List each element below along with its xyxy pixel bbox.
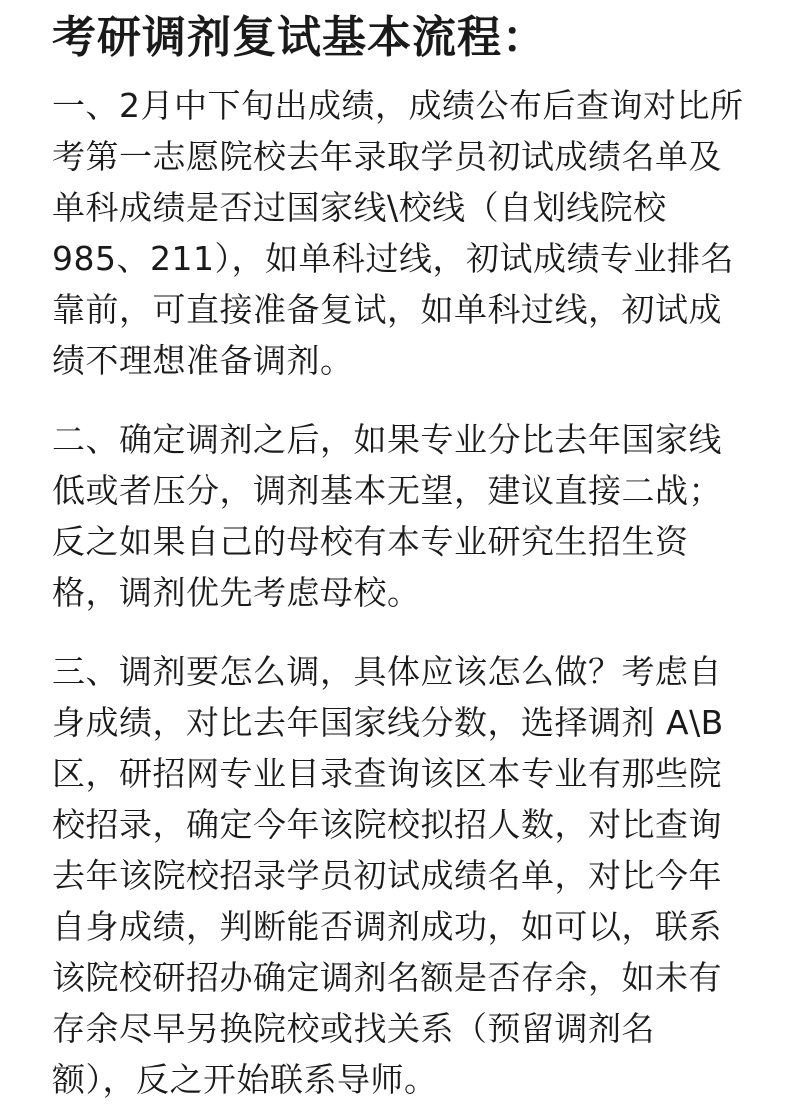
text-line: 去年该院校招录学员初试成绩名单，对比今年	[52, 856, 722, 895]
text-line: 二、确定调剂之后，如果专业分比去年国家线	[52, 420, 722, 459]
text-line: 考第一志愿院校去年录取学员初试成绩名单及	[52, 137, 722, 176]
text-line: 格，调剂优先考虑母校。	[52, 573, 421, 612]
text-line: 单科成绩是否过国家线\校线（自划线院校	[52, 188, 667, 227]
text-line: 该院校研招办确定调剂名额是否存余，如未有	[52, 958, 722, 997]
text-line: 区，研招网专业目录查询该区本专业有那些院	[52, 754, 722, 793]
text-line: 三、调剂要怎么调，具体应该怎么做？考虑自	[52, 652, 722, 691]
text-line: 一、2月中下旬出成绩，成绩公布后查询对比所	[52, 86, 744, 125]
text-line: 自身成绩，判断能否调剂成功，如可以，联系	[52, 907, 722, 946]
text-line: 反之如果自己的母校有本专业研究生招生资	[52, 522, 689, 561]
text-line: 校招录，确定今年该院校拟招人数，对比查询	[52, 805, 722, 844]
text-line: 存余尽早另换院校或找关系（预留调剂名	[52, 1009, 655, 1048]
text-line: 低或者压分，调剂基本无望，建议直接二战；	[52, 471, 722, 510]
page-title: 考研调剂复试基本流程：	[52, 12, 547, 63]
text-line: 额），反之开始联系导师。	[52, 1060, 438, 1099]
text-line: 身成绩，对比去年国家线分数，选择调剂 A\B	[52, 703, 724, 742]
text-line: 985、211），如单科过线，初试成绩专业排名	[52, 239, 734, 278]
paragraph-3	[52, 646, 772, 1105]
paragraph-2	[52, 414, 772, 618]
text-line: 靠前，可直接准备复试，如单科过线，初试成	[52, 290, 722, 329]
text-line: 绩不理想准备调剂。	[52, 341, 354, 380]
paragraph-1	[52, 80, 772, 386]
